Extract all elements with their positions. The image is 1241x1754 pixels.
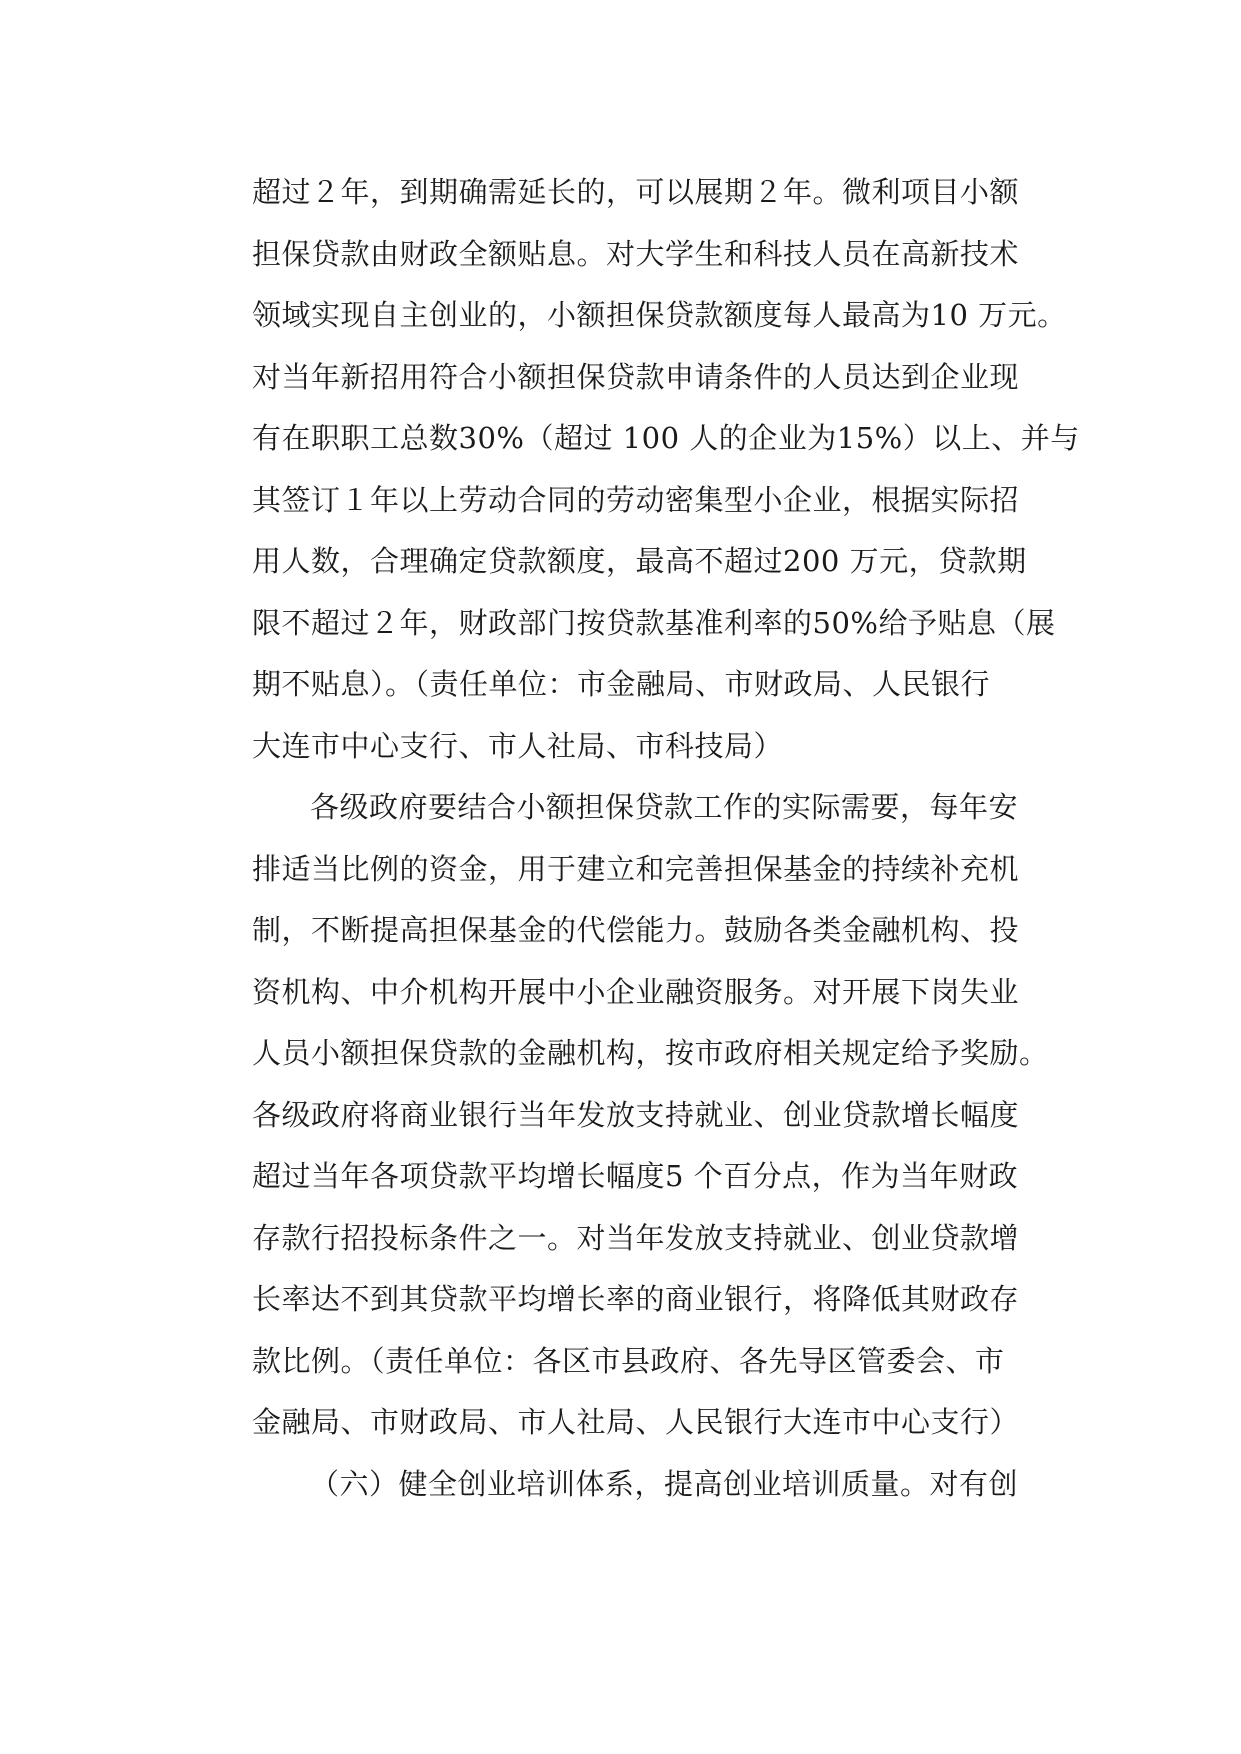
text-line: 用人数，合理确定贷款额度，最高不超过200 万元，贷款期 (252, 544, 1027, 578)
text-line: 有在职职工总数30%（超过 100 人的企业为15%）以上、并与 (252, 421, 1080, 455)
text-line: 领域实现自主创业的，小额担保贷款额度每人最高为10 万元。 (252, 298, 1067, 332)
text-line: 资机构、中介机构开展中小企业融资服务。对开展下岗失业 (252, 974, 1020, 1009)
text-line: 限不超过２年，财政部门按贷款基准利率的50%给予贴息（展 (252, 605, 1056, 640)
text-line: 款比例。（责任单位：各区市县政府、各先导区管委会、市 (252, 1343, 1005, 1378)
text-line: 担保贷款由财政全额贴息。对大学生和科技人员在高新技术 (252, 236, 1020, 271)
text-line: 各级政府将商业银行当年发放支持就业、创业贷款增长幅度 (252, 1097, 1020, 1132)
text-line: 人员小额担保贷款的金融机构，按市政府相关规定给予奖励。 (252, 1036, 1049, 1070)
text-line: 制，不断提高担保基金的代偿能力。鼓励各类金融机构、投 (252, 913, 1020, 947)
body-text (252, 162, 1080, 1515)
text-line: 期不贴息）。（责任单位：市金融局、市财政局、人民银行 (252, 667, 991, 701)
text-line: 其签订１年以上劳动合同的劳动密集型小企业，根据实际招 (252, 482, 1020, 517)
text-line: 对当年新招用符合小额担保贷款申请条件的人员达到企业现 (252, 359, 1020, 394)
text-line: 大连市中心支行、市人社局、市科技局） (252, 728, 784, 763)
text-line: 超过２年，到期确需延长的，可以展期２年。微利项目小额 (252, 175, 1020, 209)
text-line: 排适当比例的资金，用于建立和完善担保基金的持续补充机 (252, 851, 1020, 886)
paragraph-start-line: 各级政府要结合小额担保贷款工作的实际需要，每年安 (310, 790, 1019, 824)
section-heading-line: （六）健全创业培训体系，提高创业培训质量。对有创 (310, 1466, 1019, 1501)
text-line: 长率达不到其贷款平均增长率的商业银行，将降低其财政存 (252, 1282, 1020, 1316)
text-line: 金融局、市财政局、市人社局、人民银行大连市中心支行） (252, 1405, 1020, 1439)
text-line: 存款行招投标条件之一。对当年发放支持就业、创业贷款增 (252, 1220, 1020, 1255)
text-line: 超过当年各项贷款平均增长幅度5 个百分点，作为当年财政 (252, 1159, 1019, 1193)
